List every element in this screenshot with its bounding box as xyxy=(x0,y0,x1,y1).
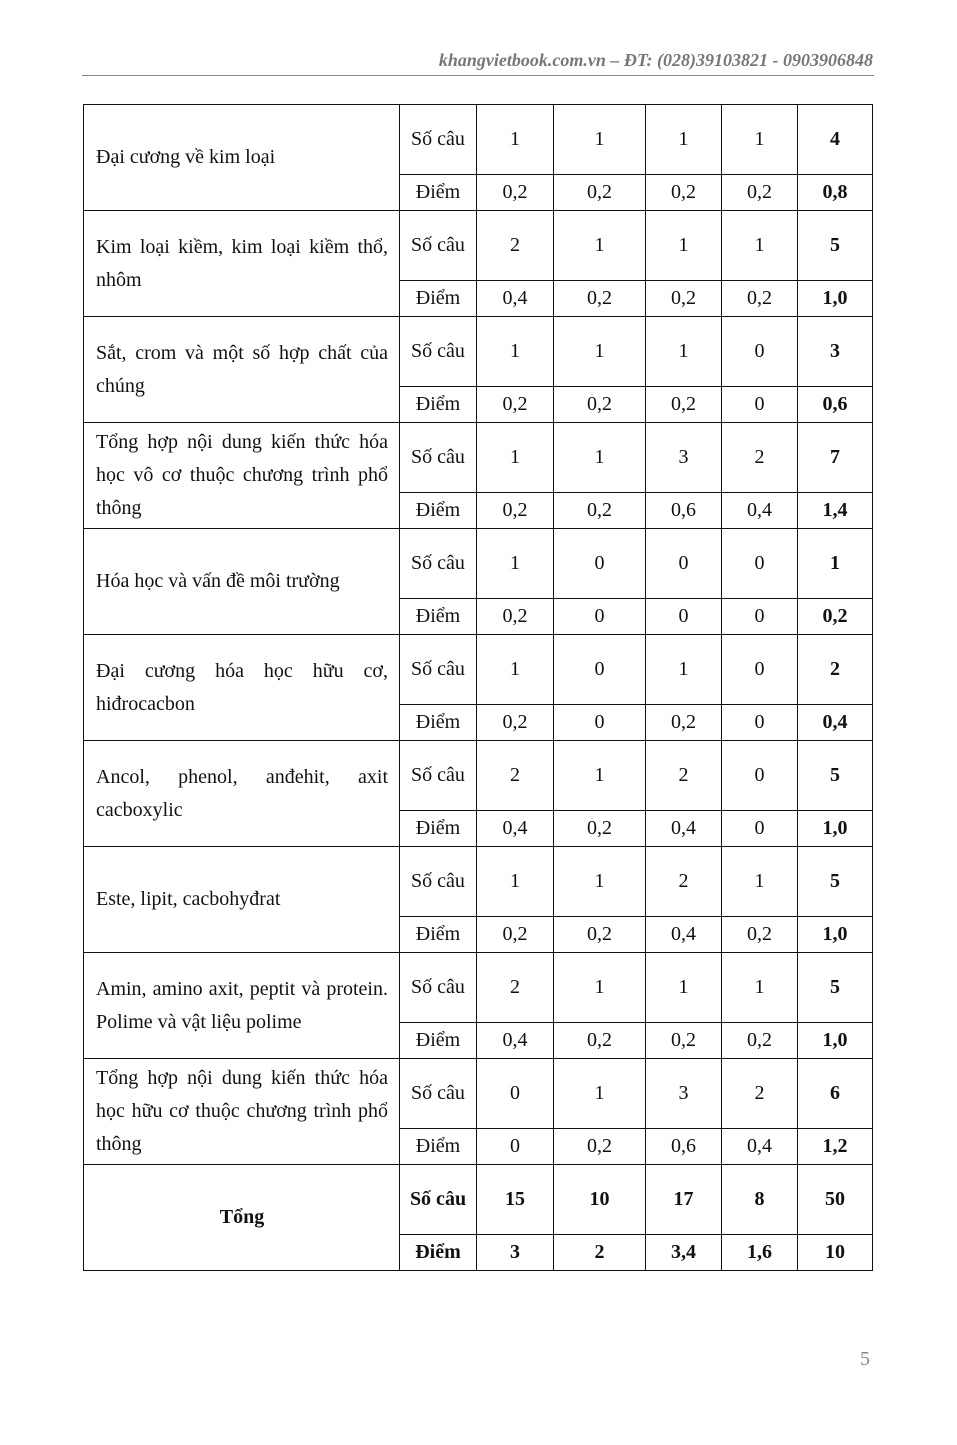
so-cau-value: 0 xyxy=(722,741,798,811)
so-cau-value: 2 xyxy=(477,741,554,811)
diem-value: 0,2 xyxy=(477,705,554,741)
page-number: 5 xyxy=(860,1348,870,1370)
so-cau-value: 4 xyxy=(798,105,873,175)
diem-value: 0 xyxy=(646,599,722,635)
so-cau-value: 6 xyxy=(798,1059,873,1129)
diem-label: Điểm xyxy=(400,175,477,211)
topic-cell: Tổng xyxy=(84,1165,400,1271)
so-cau-value: 2 xyxy=(646,847,722,917)
so-cau-value: 1 xyxy=(477,423,554,493)
so-cau-value: 1 xyxy=(477,529,554,599)
diem-value: 0,6 xyxy=(646,1129,722,1165)
diem-value: 0,8 xyxy=(798,175,873,211)
so-cau-value: 1 xyxy=(554,953,646,1023)
diem-value: 0 xyxy=(554,705,646,741)
so-cau-value: 0 xyxy=(554,635,646,705)
diem-label: Điểm xyxy=(400,917,477,953)
so-cau-value: 17 xyxy=(646,1165,722,1235)
diem-value: 0,2 xyxy=(722,281,798,317)
so-cau-value: 1 xyxy=(554,847,646,917)
diem-label: Điểm xyxy=(400,1023,477,1059)
so-cau-value: 1 xyxy=(554,741,646,811)
so-cau-value: 0 xyxy=(722,635,798,705)
so-cau-value: 1 xyxy=(722,847,798,917)
diem-value: 0,4 xyxy=(477,811,554,847)
diem-label: Điểm xyxy=(400,1129,477,1165)
diem-value: 0,2 xyxy=(554,281,646,317)
diem-value: 0,2 xyxy=(477,387,554,423)
topic-cell: Đại cương hóa học hữu cơ, hiđrocacbon xyxy=(84,635,400,741)
topic-cell: Sắt, crom và một số hợp chất của chúng xyxy=(84,317,400,423)
diem-value: 1,0 xyxy=(798,281,873,317)
diem-label: Điểm xyxy=(400,1235,477,1271)
so-cau-value: 0 xyxy=(722,529,798,599)
table-row-so-cau xyxy=(84,1059,873,1129)
so-cau-label: Số câu xyxy=(400,317,477,387)
diem-value: 0,2 xyxy=(646,175,722,211)
so-cau-value: 1 xyxy=(477,635,554,705)
table-row-so-cau xyxy=(84,423,873,493)
diem-value: 0,2 xyxy=(477,599,554,635)
diem-value: 2 xyxy=(554,1235,646,1271)
diem-value: 1,2 xyxy=(798,1129,873,1165)
so-cau-value: 1 xyxy=(798,529,873,599)
so-cau-value: 2 xyxy=(722,423,798,493)
so-cau-value: 3 xyxy=(798,317,873,387)
so-cau-value: 1 xyxy=(554,423,646,493)
so-cau-value: 1 xyxy=(646,317,722,387)
diem-value: 1,0 xyxy=(798,917,873,953)
topic-cell: Đại cương về kim loại xyxy=(84,105,400,211)
topic-cell: Amin, amino axit, peptit và protein. Polime và vật liệu polime xyxy=(84,953,400,1059)
so-cau-value: 3 xyxy=(646,1059,722,1129)
diem-value: 0 xyxy=(722,599,798,635)
table-row-so-cau xyxy=(84,211,873,281)
diem-value: 0,4 xyxy=(722,493,798,529)
so-cau-value: 0 xyxy=(477,1059,554,1129)
topic-cell: Tổng hợp nội dung kiến thức hóa học vô cơ thuộc chương trình phổ thông xyxy=(84,423,400,529)
so-cau-value: 8 xyxy=(722,1165,798,1235)
diem-value: 0,2 xyxy=(722,917,798,953)
so-cau-value: 1 xyxy=(646,105,722,175)
diem-value: 0,2 xyxy=(722,175,798,211)
so-cau-value: 2 xyxy=(477,953,554,1023)
diem-value: 1,6 xyxy=(722,1235,798,1271)
diem-value: 0,2 xyxy=(554,175,646,211)
topic-cell: Kim loại kiềm, kim loại kiềm thổ, nhôm xyxy=(84,211,400,317)
diem-value: 0 xyxy=(722,387,798,423)
so-cau-label: Số câu xyxy=(400,423,477,493)
so-cau-value: 5 xyxy=(798,741,873,811)
diem-value: 0,2 xyxy=(554,917,646,953)
so-cau-value: 3 xyxy=(646,423,722,493)
so-cau-value: 1 xyxy=(722,953,798,1023)
so-cau-value: 1 xyxy=(554,105,646,175)
so-cau-value: 1 xyxy=(477,847,554,917)
diem-value: 1,4 xyxy=(798,493,873,529)
so-cau-label: Số câu xyxy=(400,529,477,599)
so-cau-value: 7 xyxy=(798,423,873,493)
diem-label: Điểm xyxy=(400,811,477,847)
diem-value: 0,2 xyxy=(477,917,554,953)
so-cau-value: 0 xyxy=(554,529,646,599)
diem-value: 1,0 xyxy=(798,1023,873,1059)
so-cau-value: 0 xyxy=(722,317,798,387)
so-cau-value: 1 xyxy=(554,1059,646,1129)
so-cau-label: Số câu xyxy=(400,211,477,281)
diem-value: 0,2 xyxy=(554,1023,646,1059)
diem-value: 10 xyxy=(798,1235,873,1271)
so-cau-value: 0 xyxy=(646,529,722,599)
diem-label: Điểm xyxy=(400,493,477,529)
diem-value: 3,4 xyxy=(646,1235,722,1271)
diem-value: 0,4 xyxy=(646,917,722,953)
so-cau-label: Số câu xyxy=(400,635,477,705)
so-cau-value: 10 xyxy=(554,1165,646,1235)
table-row-so-cau xyxy=(84,529,873,599)
so-cau-value: 15 xyxy=(477,1165,554,1235)
diem-value: 0 xyxy=(722,811,798,847)
table-row-so-cau xyxy=(84,847,873,917)
diem-value: 0,4 xyxy=(646,811,722,847)
diem-label: Điểm xyxy=(400,387,477,423)
page-header: khangvietbook.com.vn – ĐT: (028)39103821 - 0903906848 xyxy=(438,50,873,70)
so-cau-label: Số câu xyxy=(400,741,477,811)
diem-value: 0,2 xyxy=(646,705,722,741)
so-cau-value: 1 xyxy=(554,317,646,387)
so-cau-value: 5 xyxy=(798,953,873,1023)
so-cau-value: 2 xyxy=(798,635,873,705)
diem-value: 0 xyxy=(554,599,646,635)
diem-value: 0,2 xyxy=(554,387,646,423)
diem-value: 0,2 xyxy=(646,281,722,317)
diem-value: 0,2 xyxy=(798,599,873,635)
so-cau-value: 5 xyxy=(798,211,873,281)
header-divider xyxy=(82,75,874,76)
diem-value: 0,2 xyxy=(477,175,554,211)
so-cau-value: 1 xyxy=(722,211,798,281)
so-cau-value: 1 xyxy=(477,105,554,175)
so-cau-value: 1 xyxy=(646,211,722,281)
diem-value: 1,0 xyxy=(798,811,873,847)
diem-label: Điểm xyxy=(400,281,477,317)
topic-cell: Ancol, phenol, anđehit, axit cacboxylic xyxy=(84,741,400,847)
table-row-so-cau xyxy=(84,1165,873,1235)
table-row-so-cau xyxy=(84,741,873,811)
so-cau-label: Số câu xyxy=(400,1165,477,1235)
diem-value: 0 xyxy=(477,1129,554,1165)
diem-value: 0,2 xyxy=(554,493,646,529)
diem-value: 0 xyxy=(722,705,798,741)
so-cau-label: Số câu xyxy=(400,105,477,175)
so-cau-value: 2 xyxy=(646,741,722,811)
topic-cell: Hóa học và vấn đề môi trường xyxy=(84,529,400,635)
table-row-so-cau xyxy=(84,105,873,175)
so-cau-label: Số câu xyxy=(400,847,477,917)
diem-label: Điểm xyxy=(400,705,477,741)
diem-value: 0,2 xyxy=(554,811,646,847)
table-row-so-cau xyxy=(84,635,873,705)
diem-value: 0,2 xyxy=(646,1023,722,1059)
diem-value: 0,6 xyxy=(646,493,722,529)
diem-value: 0,2 xyxy=(554,1129,646,1165)
diem-value: 0,4 xyxy=(798,705,873,741)
so-cau-value: 2 xyxy=(477,211,554,281)
so-cau-value: 50 xyxy=(798,1165,873,1235)
topic-cell: Tổng hợp nội dung kiến thức hóa học hữu cơ thuộc chương trình phổ thông xyxy=(84,1059,400,1165)
table-row-so-cau xyxy=(84,953,873,1023)
so-cau-value: 1 xyxy=(646,953,722,1023)
topic-cell: Este, lipit, cacbohyđrat xyxy=(84,847,400,953)
diem-value: 0,4 xyxy=(722,1129,798,1165)
so-cau-value: 1 xyxy=(477,317,554,387)
table-row-so-cau xyxy=(84,317,873,387)
diem-value: 0,2 xyxy=(477,493,554,529)
diem-value: 0,4 xyxy=(477,281,554,317)
so-cau-value: 1 xyxy=(646,635,722,705)
diem-label: Điểm xyxy=(400,599,477,635)
so-cau-value: 2 xyxy=(722,1059,798,1129)
so-cau-value: 5 xyxy=(798,847,873,917)
score-matrix-table xyxy=(83,104,873,1271)
so-cau-value: 1 xyxy=(722,105,798,175)
so-cau-value: 1 xyxy=(554,211,646,281)
diem-value: 0,2 xyxy=(646,387,722,423)
so-cau-label: Số câu xyxy=(400,953,477,1023)
diem-value: 0,4 xyxy=(477,1023,554,1059)
diem-value: 0,2 xyxy=(722,1023,798,1059)
so-cau-label: Số câu xyxy=(400,1059,477,1129)
diem-value: 0,6 xyxy=(798,387,873,423)
diem-value: 3 xyxy=(477,1235,554,1271)
